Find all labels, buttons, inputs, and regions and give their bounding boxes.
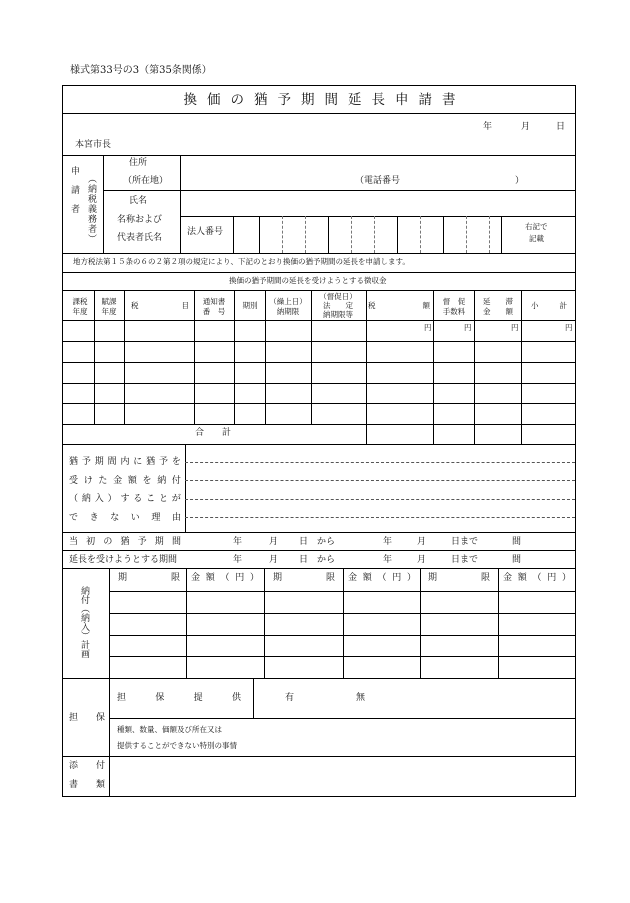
payment-plan-row[interactable] [110,614,575,635]
form-number: 様式第33号の3（第35条関係） [70,65,212,76]
header-legal-deadline: （督促日） 法 定 納期限等 [319,292,357,319]
original-period-field[interactable] [187,533,573,550]
address-label: 住所 [129,158,148,168]
tax-row[interactable] [63,341,575,362]
tax-section-title: 換価の猶予期間の延長を受けようとする徴収金 [229,276,387,285]
payment-plan-row[interactable] [110,592,575,613]
yen-unit: 円 [565,323,573,332]
header-item: 税 目 [131,301,189,310]
reason-label-line-1: 猶 予 期 間 内 に 猶 予 を [69,457,181,467]
period-duration: 間 [512,537,522,547]
period-year: 年 [233,555,243,565]
statement-text: 地方税法第１５条の６の２第２項の規定により、下記のとおり換価の猶予期間の延長を申請します。 [73,257,410,266]
yen-unit: 円 [424,323,432,332]
address-sub-label: （所在地） [123,176,169,186]
tax-row[interactable] [63,362,575,383]
header-late-fee: 延 滞 金 額 [483,297,513,316]
tax-row[interactable] [63,403,575,424]
collateral-no-option[interactable]: 無 [356,693,366,703]
collateral-detail-input[interactable] [255,720,573,754]
reason-label-line-4: で き な い 理 由 [69,513,181,523]
payment-plan-row[interactable] [110,636,575,656]
collateral-detail-label-1: 種類、数量、価額及び所在又は [117,725,222,734]
name-label: 氏名 [129,196,148,206]
total-row[interactable] [368,424,575,444]
header-tax-year: 課税 年度 [72,297,88,316]
period-year: 年 [383,555,393,565]
total-label: 合 計 [194,428,231,438]
phone-label: （電話番号 [355,176,401,186]
application-form [62,85,576,797]
period-until: 日まで [451,537,479,547]
collateral-detail-label-2: 提供することができない特別の事情 [117,741,237,750]
name-rep-label-1: 名称および [117,215,163,225]
period-until: 日まで [451,555,479,565]
yen-unit: 円 [511,323,519,332]
name-input[interactable] [183,192,573,214]
plan-amount-header: 金 額 （ 円 ） [348,573,416,583]
header-reminder-fee: 督 促 手数料 [442,297,466,316]
name-rep-label-2: 代表者氏名 [117,233,163,243]
payment-plan-side-label: 納付（納入）計画 [79,586,89,658]
period-year: 年 [383,537,393,547]
signature-note-2: 記載 [529,234,544,243]
taxpayer-paren-label: （納税義務者） [86,174,96,244]
attachments-input[interactable] [111,758,573,794]
extension-period-field[interactable] [187,551,573,568]
signature-note-1: 右記で [525,222,548,231]
period-month: 月 [417,555,427,565]
addressee: 本宮市長 [75,140,112,150]
tax-row[interactable] [63,383,575,403]
plan-deadline-header: 期 限 [273,573,335,583]
phone-close-paren: ） [515,176,525,186]
collateral-side-label: 担 保 [69,713,105,723]
period-month: 月 [417,537,427,547]
form-title: 換 価 の 猶 予 期 間 延 長 申 請 書 [183,92,457,108]
payment-plan-row[interactable] [110,657,575,678]
date-day-label: 日 [556,122,566,132]
period-from: から [317,537,336,547]
reason-label-line-3: （ 納 入 ） す る こ と が [69,494,181,504]
attachments-label-line-2: 書 類 [69,780,105,790]
period-day: 日 [299,555,309,565]
applicant-side-label: 申請者 [69,166,79,223]
plan-amount-header: 金 額 （ 円 ） [503,573,571,583]
plan-deadline-header: 期 限 [428,573,490,583]
corp-number-input[interactable] [233,217,501,252]
header-installment: 期別 [242,301,258,310]
plan-deadline-header: 期 限 [118,573,180,583]
header-notice-no: 通知書 番 号 [202,297,226,316]
header-deadline: （繰上日） 納期限 [269,297,307,316]
original-period-label: 当 初 の 猶 予 期 間 [69,537,181,547]
tax-row[interactable] [63,320,575,341]
collateral-yes-option[interactable]: 有 [285,693,295,703]
period-year: 年 [233,537,243,547]
period-month: 月 [269,555,279,565]
period-duration: 間 [512,555,522,565]
plan-amount-header: 金 額 （ 円 ） [191,573,259,583]
collateral-provide-label: 担 保 提 供 [117,693,241,703]
header-subtotal: 小 計 [531,301,567,310]
period-month: 月 [269,537,279,547]
attachments-label-line-1: 添 付 [69,761,105,771]
yen-unit: 円 [464,323,472,332]
corp-number-label: 法人番号 [187,227,224,237]
date-year-label: 年 [483,122,493,132]
date-month-label: 月 [521,122,531,132]
period-from: から [317,555,336,565]
extension-period-label: 延長を受けようとする期間 [69,555,178,565]
period-day: 日 [299,537,309,547]
header-assess-year: 賦課 年度 [101,297,117,316]
reason-label-line-2: 受 け た 金 額 を 納 付 [69,476,181,486]
header-tax-amount: 税 額 [368,301,430,310]
